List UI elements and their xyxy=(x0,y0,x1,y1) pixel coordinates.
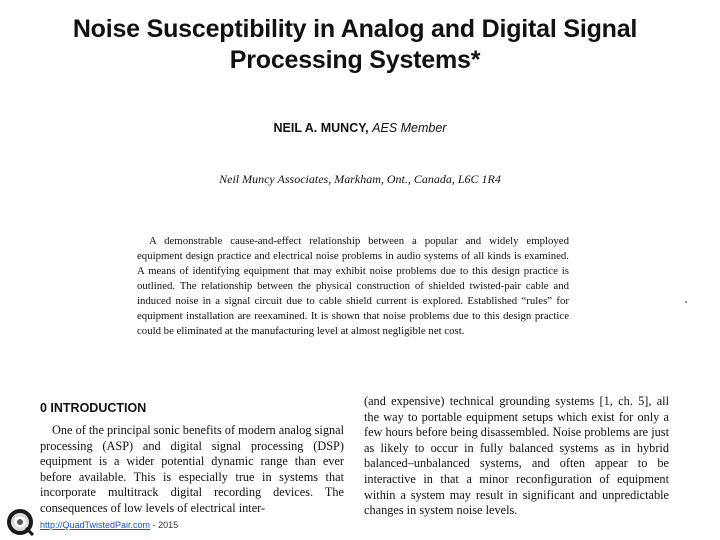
author-membership: AES Member xyxy=(372,121,447,135)
footer-text xyxy=(40,520,178,530)
footer-website-link[interactable]: http://QuadTwistedPair.com xyxy=(40,520,151,530)
author-affiliation: Neil Muncy Associates, Markham, Ont., Canada, L6C 1R4 xyxy=(219,172,501,186)
footer-year: - 2015 xyxy=(152,520,179,530)
scan-speck xyxy=(685,301,687,303)
paper-title xyxy=(60,14,650,76)
abstract: A demonstrable cause-and-effect relationship between a popular and widely employed equipment design practice and electrical noise problems in audio systems of all kinds is examined. A means of identifying equipment that may exhibit noise problems due to this design practice is outlined. The relationship between the physical construction of shielded twisted-pair cable and induced noise in a signal circuit due to cable shield current is explored. Established “rules” for equipment installation are reexamined. It is shown that noise problems due to this design practice could be eliminated at the manufacturing level at almost negligible net cost. xyxy=(137,235,569,337)
introduction-left-column: One of the principal sonic benefits of modern analog signal processing (ASP) and digital signal processing (DSP) equipment is a wider potential dynamic range than ever before available. This is especially true in systems that incorporate multitrack digital recording devices. The consequences of low levels of electrical inter- xyxy=(40,423,344,515)
paper-title-line-1: Noise Susceptibility in Analog and Digital Signal xyxy=(72,15,638,43)
author-line xyxy=(0,121,720,135)
author-name: NEIL A. MUNCY, xyxy=(273,121,369,135)
paper-title-line-2: Processing Systems* xyxy=(229,46,481,74)
introduction-right-column: (and expensive) technical grounding systems [1, ch. 5], all the way to portable equipment setups which exist for only a few hours before being disassembled. Noise problems are just as likely to occur in fully balanced systems as in hybrid balanced–unbalanced systems, and often appear to be interactive in that a minor reconfiguration of equipment within a system may result in significant and unpredictable changes in system noise levels. xyxy=(364,394,669,518)
section-heading-introduction: 0 INTRODUCTION xyxy=(40,401,147,415)
slide-footer xyxy=(0,505,720,540)
quad-twisted-pair-logo-icon xyxy=(6,508,34,536)
